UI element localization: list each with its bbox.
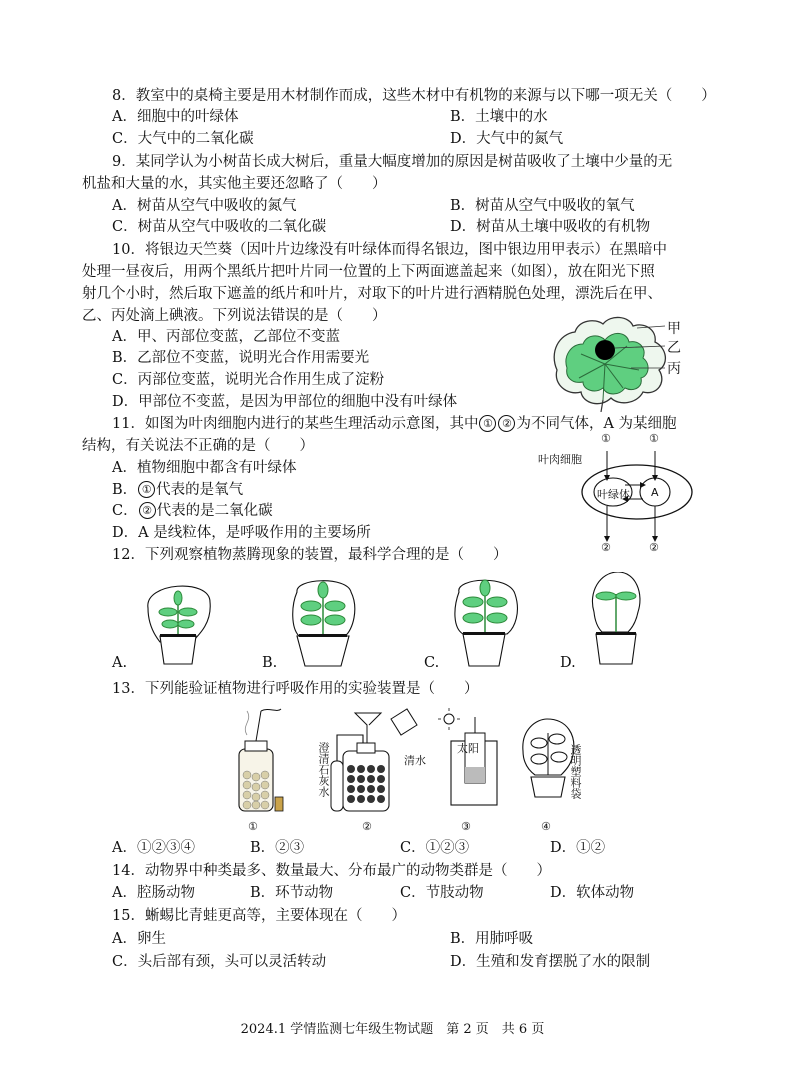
q9-option-b: B．树苗从空气中吸收的氧气	[450, 198, 635, 214]
q9-option-d: D．树苗从土壤中吸收的有机物	[450, 219, 651, 235]
q13-option-a: A．①②③④	[112, 840, 195, 856]
q8-stem: 8．教室中的桌椅主要是用木材制作而成，这些木材中有机物的来源与以下哪一项无关（ ）	[112, 88, 716, 104]
setup-4	[523, 719, 574, 797]
setup-2-number: ②	[362, 820, 372, 833]
q15-option-c: C．头后部有颈，头可以灵活转动	[112, 954, 327, 970]
q10-stem-line3: 射几个小时，然后取下遮盖的纸片和叶片，对取下的叶片进行酒精脱色处理，漂洗后在甲、	[82, 286, 662, 302]
q10-option-d: D．甲部位不变蓝，是因为甲部位的细胞中没有叶绿体	[112, 394, 458, 410]
q14-option-a: A．腔肠动物	[112, 885, 195, 901]
q14-stem: 14．动物界中种类最多、数量最大、分布最广的动物类群是（ ）	[112, 863, 551, 879]
q15-option-b: B．用肺呼吸	[450, 931, 534, 947]
q10-option-c: C．丙部位变蓝，说明光合作用生成了淀粉	[112, 372, 385, 388]
transpiration-setups	[130, 572, 690, 672]
q14-option-b: B．环节动物	[250, 885, 334, 901]
q13-option-b: B．②③	[250, 840, 305, 856]
setup-4-number: ④	[541, 820, 551, 833]
sun-label: 太阳	[457, 742, 479, 755]
black-paper-mark	[595, 340, 615, 360]
q10-stem-line4: 乙、丙处滴上碘液。下列说法错误的是（ ）	[82, 308, 387, 324]
q15-stem: 15．蜥蜴比青蛙更高等，主要体现在（ ）	[112, 908, 406, 924]
q9-option-a: A．树苗从空气中吸收的氮气	[112, 198, 297, 214]
q15-option-d: D．生殖和发育摆脱了水的限制	[450, 954, 651, 970]
q11-stem-line1: 11．如图为叶肉细胞内进行的某些生理活动示意图，其中 ① ② 为不同气体，A 为某细胞	[112, 416, 677, 432]
q14-option-c: C．节肢动物	[400, 885, 484, 901]
q11-option-c: C． ② 代表的是二氧化碳	[112, 503, 273, 519]
q12-option-a: A.	[112, 655, 128, 671]
gas2-out-label: ②	[601, 541, 611, 554]
q12-stem: 12．下列观察植物蒸腾现象的装置，最科学合理的是（ ）	[112, 547, 508, 563]
q11-stem-line2: 结构，有关说法不正确的是（ ）	[82, 438, 314, 454]
q11-option-a: A．植物细胞中都含有叶绿体	[112, 460, 297, 476]
q11-option-d: D．A 是线粒体，是呼吸作用的主要场所	[112, 525, 371, 541]
setup-b	[293, 581, 355, 666]
chloroplast-label: 叶绿体	[597, 488, 630, 501]
setup-1	[239, 709, 283, 811]
setup-a	[148, 586, 210, 664]
leaf-label-jia: 甲	[667, 321, 681, 337]
leaf-label-yi: 乙	[667, 340, 681, 356]
q9-stem-line2: 机盐和大量的水，其实他主要还忽略了（ ）	[82, 176, 387, 192]
q12-option-d: D.	[560, 655, 576, 671]
limewater-label: 澄清石灰水	[317, 742, 330, 797]
q9-stem-line1: 9．某同学认为小树苗长成大树后，重量大幅度增加的原因是树苗吸收了土壤中少量的无	[112, 154, 673, 170]
q8-option-c: C．大气中的二氧化碳	[112, 131, 254, 147]
q13-option-d: D．①②	[550, 840, 606, 856]
q10-option-a: A．甲、丙部位变蓝，乙部位不变蓝	[112, 329, 340, 345]
cell-diagram	[580, 445, 700, 565]
setup-1-number: ①	[248, 820, 258, 833]
gas1-in-label-2: ①	[649, 432, 659, 445]
q14-option-d: D．软体动物	[550, 885, 635, 901]
q8-option-b: B．土壤中的水	[450, 109, 548, 125]
page-footer: 2024.1 学情监测七年级生物试题 第 2 页 共 6 页	[240, 1022, 545, 1037]
setup-d	[592, 572, 640, 664]
q12-option-c: C.	[424, 655, 440, 671]
q15-option-a: A．卵生	[112, 931, 166, 947]
q8-option-d: D．大气中的氮气	[450, 131, 564, 147]
q13-option-c: C．①②③	[400, 840, 470, 856]
q10-option-b: B．乙部位不变蓝，说明光合作用需要光	[112, 350, 370, 366]
q10-stem-line1: 10．将银边天竺葵（因叶片边缘没有叶绿体而得名银边，图中银边用甲表示）在黑暗中	[112, 242, 667, 258]
setup-c	[455, 580, 518, 666]
leaf-label-bing: 丙	[667, 361, 681, 377]
cell-label: 叶肉细胞	[538, 453, 582, 466]
setup-3	[438, 708, 497, 805]
gas2-out-label-2: ②	[649, 541, 659, 554]
q8-option-a: A．细胞中的叶绿体	[112, 109, 239, 125]
setup-3-number: ③	[461, 820, 471, 833]
gas1-in-label: ①	[601, 432, 611, 445]
q12-option-b: B.	[262, 655, 278, 671]
plastic-bag-label: 透明塑料袋	[569, 744, 582, 799]
water-label: 清水	[404, 754, 426, 767]
q9-option-c: C．树苗从空气中吸收的二氧化碳	[112, 219, 327, 235]
q11-option-b: B． ① 代表的是氧气	[112, 482, 244, 498]
organelle-a-label: A	[651, 486, 659, 499]
q10-stem-line2: 处理一昼夜后，用两个黑纸片把叶片同一位置的上下两面遮盖起来（如图），放在阳光下照	[82, 264, 655, 280]
q13-stem: 13．下列能验证植物进行呼吸作用的实验装置是（ ）	[112, 681, 479, 697]
